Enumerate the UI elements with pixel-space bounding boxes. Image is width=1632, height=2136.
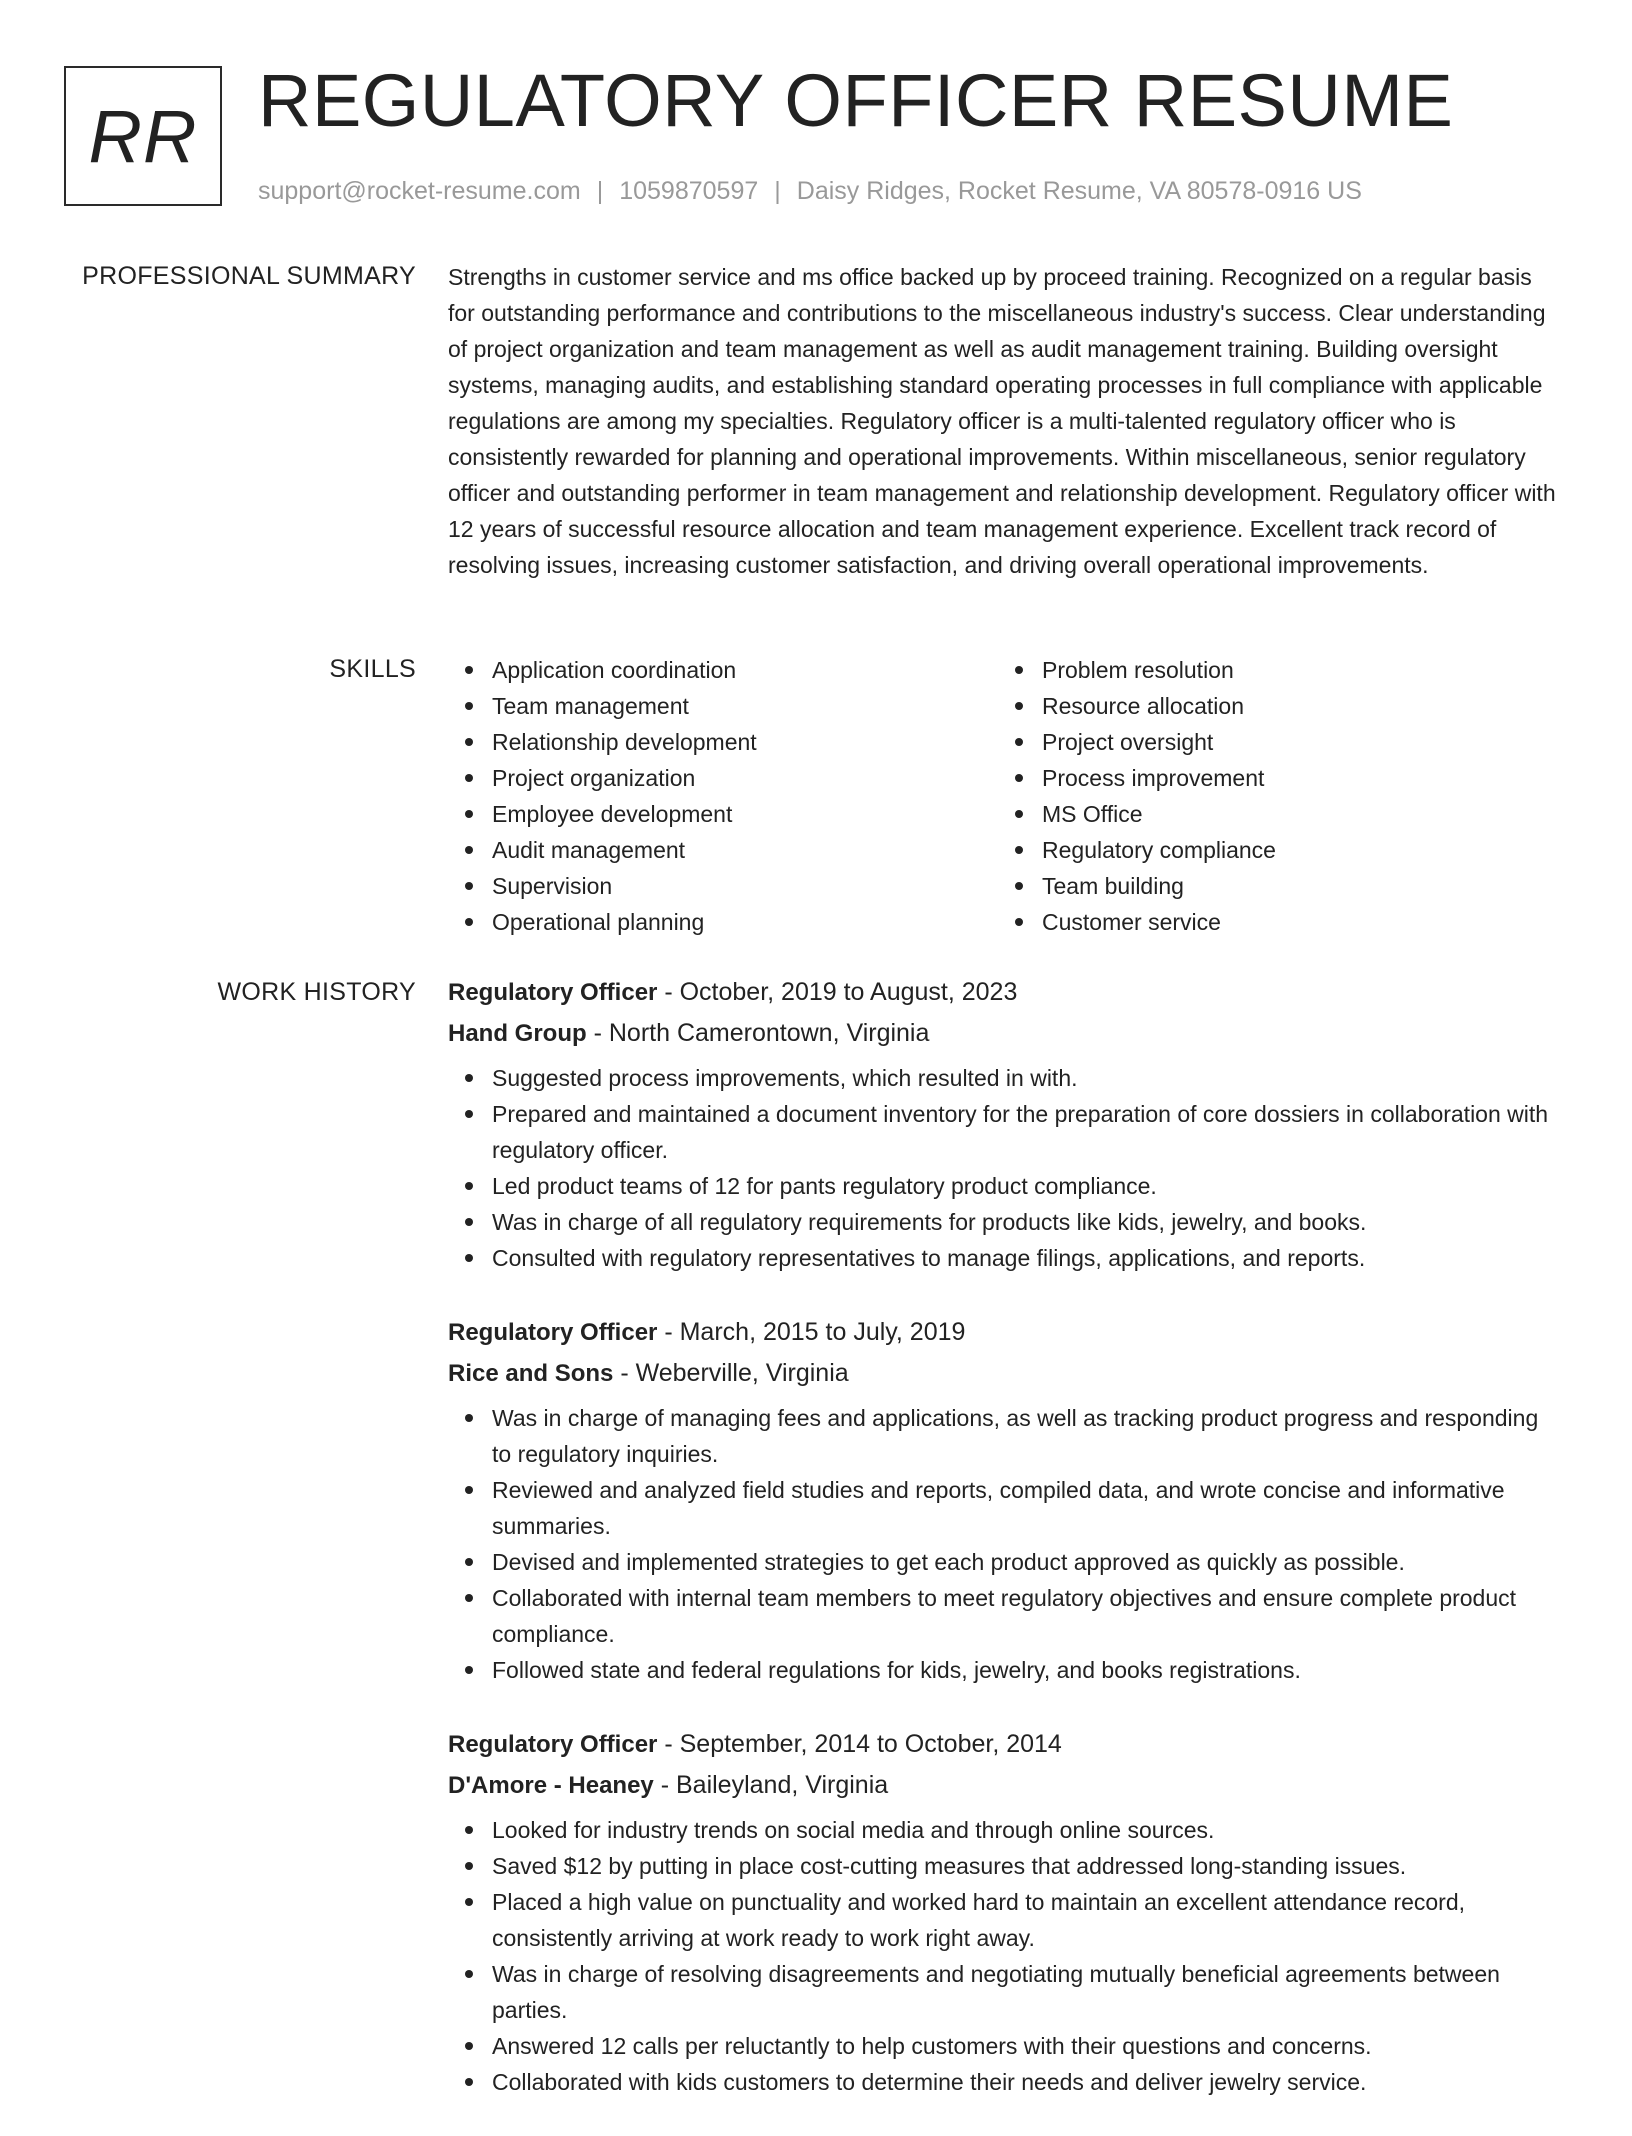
job-role-line: Regulatory Officer - September, 2014 to October, 2014: [448, 1730, 1062, 1758]
job-bullets: [448, 1060, 1558, 1276]
skill-item: Customer service: [1042, 904, 1548, 940]
resume-title: REGULATORY OFFICER RESUME: [258, 59, 1454, 142]
skill-item: Resource allocation: [1042, 688, 1548, 724]
job-bullet: Looked for industry trends on social media and through online sources.: [492, 1812, 1558, 1848]
skill-item: Audit management: [492, 832, 998, 868]
job-company: Hand Group: [448, 1020, 587, 1047]
job-role-line: Regulatory Officer - October, 2019 to August, 2023: [448, 978, 1018, 1006]
contact-separator: |: [774, 177, 781, 205]
monogram-logo: RR: [64, 66, 222, 206]
job-bullet: Collaborated with internal team members to meet regulatory objectives and ensure complete product compliance.: [492, 1580, 1558, 1652]
job-company-line: Hand Group - North Camerontown, Virginia: [448, 1019, 930, 1047]
skills-section: [448, 652, 1558, 940]
contact-address: Daisy Ridges, Rocket Resume, VA 80578-0916 US: [796, 177, 1362, 205]
job-bullet: Answered 12 calls per reluctantly to help customers with their questions and concerns.: [492, 2028, 1558, 2064]
job-bullet: Placed a high value on punctuality and worked hard to maintain an excellent attendance record, consistently arriving at work ready to work right away.: [492, 1884, 1558, 1956]
skill-item: Employee development: [492, 796, 998, 832]
skills-list-left: [448, 652, 998, 940]
job-bullets: [448, 1400, 1558, 1688]
summary-section: [448, 259, 1558, 583]
skills-list-right: [998, 652, 1548, 940]
skill-item: Team management: [492, 688, 998, 724]
skill-item: Application coordination: [492, 652, 998, 688]
job-bullet: Was in charge of all regulatory requirements for products like kids, jewelry, and books.: [492, 1204, 1558, 1240]
job-entry: [448, 1312, 1558, 1688]
contact-separator: |: [596, 177, 604, 205]
job-bullet: Led product teams of 12 for pants regulatory product compliance.: [492, 1168, 1558, 1204]
skill-item: Supervision: [492, 868, 998, 904]
skill-item: Operational planning: [492, 904, 998, 940]
job-company: D'Amore - Heaney: [448, 1772, 654, 1799]
job-entry: [448, 972, 1558, 1276]
job-company-line: Rice and Sons - Weberville, Virginia: [448, 1359, 849, 1387]
section-label-work: WORK HISTORY: [217, 978, 416, 1006]
job-bullet: Followed state and federal regulations for kids, jewelry, and books registrations.: [492, 1652, 1558, 1688]
job-bullet: Suggested process improvements, which resulted in with.: [492, 1060, 1558, 1096]
job-role-line: Regulatory Officer - March, 2015 to July, 2019: [448, 1318, 966, 1346]
skill-item: Process improvement: [1042, 760, 1548, 796]
contact-line: [258, 174, 1362, 208]
skill-item: Problem resolution: [1042, 652, 1548, 688]
job-title: Regulatory Officer: [448, 1731, 658, 1758]
contact-email[interactable]: support@rocket-resume.com: [258, 177, 581, 205]
job-location: Weberville, Virginia: [635, 1359, 849, 1387]
job-title: Regulatory Officer: [448, 1319, 658, 1346]
job-bullet: Reviewed and analyzed field studies and reports, compiled data, and wrote concise and informative summaries.: [492, 1472, 1558, 1544]
job-location: North Camerontown, Virginia: [608, 1019, 930, 1047]
job-bullet: Was in charge of managing fees and applications, as well as tracking product progress and responding to regulatory inquiries.: [492, 1400, 1558, 1472]
skill-item: Project oversight: [1042, 724, 1548, 760]
job-bullet: Devised and implemented strategies to get each product approved as quickly as possible.: [492, 1544, 1558, 1580]
contact-phone[interactable]: 1059870597: [619, 177, 759, 205]
job-bullet: Consulted with regulatory representatives to manage filings, applications, and reports.: [492, 1240, 1558, 1276]
skill-item: Regulatory compliance: [1042, 832, 1548, 868]
job-bullet: Was in charge of resolving disagreements and negotiating mutually beneficial agreements between parties.: [492, 1956, 1558, 2028]
job-title: Regulatory Officer: [448, 979, 658, 1006]
job-company: Rice and Sons: [448, 1360, 614, 1387]
skill-item: Relationship development: [492, 724, 998, 760]
work-history-section: [448, 972, 1558, 2136]
job-bullet: Collaborated with kids customers to determine their needs and deliver jewelry service.: [492, 2064, 1558, 2100]
job-bullet: Saved $12 by putting in place cost-cutting measures that addressed long-standing issues.: [492, 1848, 1558, 1884]
skill-item: Team building: [1042, 868, 1548, 904]
skill-item: MS Office: [1042, 796, 1548, 832]
section-label-skills: SKILLS: [329, 655, 416, 683]
job-dates: September, 2014 to October, 2014: [679, 1730, 1062, 1758]
skill-item: Project organization: [492, 760, 998, 796]
job-dates: March, 2015 to July, 2019: [679, 1318, 966, 1346]
job-bullets: [448, 1812, 1558, 2100]
job-company-line: D'Amore - Heaney - Baileyland, Virginia: [448, 1771, 889, 1799]
job-entry: [448, 1724, 1558, 2100]
job-location: Baileyland, Virginia: [676, 1771, 889, 1799]
summary-text: Strengths in customer service and ms office backed up by proceed training. Recognized on a regular basis for outstanding performance and contributions to the miscellaneous industry's success. Clear understanding of project organization and team management as well as audit management training. Building oversight systems, managing audits, and establishing standard operating processes in full compliance with applicable regulations are among my specialties. Regulatory officer is a multi-talented regulatory officer who is consistently rewarded for planning and operational improvements. Within miscellaneous, senior regulatory officer and outstanding performer in team management and relationship development. Regulatory officer with 12 years of successful resource allocation and team management experience. Excellent track record of resolving issues, increasing customer satisfaction, and driving overall operational improvements.: [448, 264, 1556, 578]
job-bullet: Prepared and maintained a document inventory for the preparation of core dossiers in collaboration with regulatory officer.: [492, 1096, 1558, 1168]
section-label-summary: PROFESSIONAL SUMMARY: [82, 262, 416, 290]
job-dates: October, 2019 to August, 2023: [679, 978, 1018, 1006]
